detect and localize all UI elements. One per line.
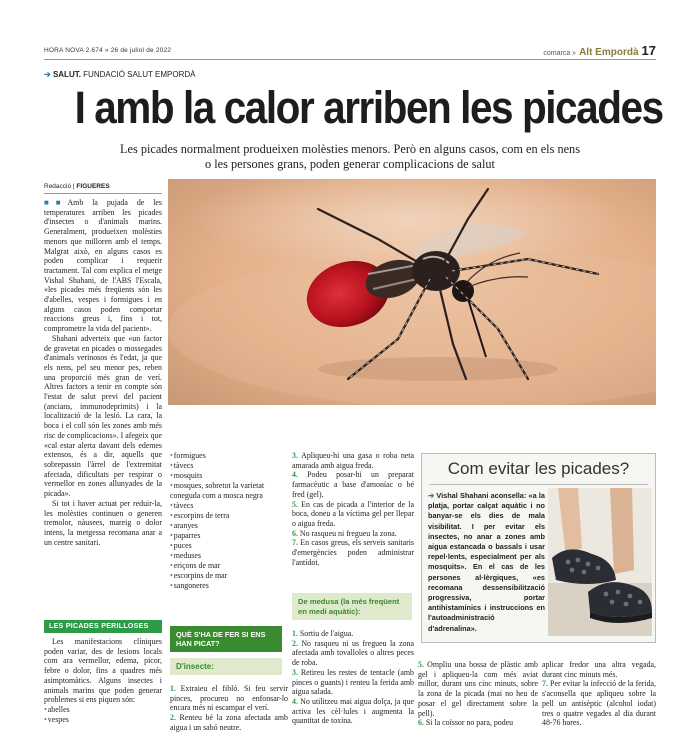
kicker-text: FUNDACIÓ SALUT EMPORDÀ <box>80 70 196 79</box>
article-column-1-bottom <box>44 637 162 724</box>
mosquito-illustration <box>168 179 656 405</box>
page-number: 17 <box>641 43 656 58</box>
step-item <box>418 718 538 728</box>
step-item <box>292 529 414 539</box>
jellyfish-steps-end <box>542 660 656 728</box>
paragraph: Shahani adverteix que «un factor de gravetat en picades o mossegades d'animals verinosos és l'edat, ja que els nens, pel seu menor pes, reben una proporció més gran de verí. Altres factors a tenir en compte són l'estat de salut previ del pacient (ancians, immunodeprimits) i la localització de la lesió. La cara, la boca i el coll són les zones amb més risc de complicacions». I afegeix que «cal estar alerta davant dels edemes extensos, és a dir, aquells que sobrepassin l'àrrel de l'extremitat afectada, dificultats per respirar o vermellor en zones allunyades de la picada». <box>44 333 162 499</box>
step-item <box>292 639 414 668</box>
kicker <box>44 70 195 79</box>
subheadline-line-1: Les picades normalment produeixen molèsties menors. Però en alguns casos, com en els nens <box>120 142 580 156</box>
insect-steps-continued <box>292 451 414 567</box>
section-header <box>543 43 656 58</box>
step-item <box>292 697 414 726</box>
list-item: • aranyes <box>170 521 286 531</box>
jellyfish-steps <box>292 629 414 726</box>
step-item <box>292 538 414 567</box>
step-item <box>542 679 656 728</box>
byline-divider <box>44 193 162 194</box>
step-number: 7. <box>542 679 548 689</box>
header-divider <box>44 59 656 60</box>
step-number: 5. <box>418 660 424 669</box>
step-text: Retireu les restes de tentacle (amb pinces o guants) i renteu la ferida amb aigua salada. <box>292 667 414 697</box>
step-number: 1. <box>170 684 176 693</box>
step-item <box>418 660 538 718</box>
subheading-insecte: D'insecte: <box>170 658 282 675</box>
step-text: Renteu bé la zona afectada amb aigua i un sabó neutre. <box>170 713 288 732</box>
section-name: Alt Empordà <box>579 47 639 58</box>
step-text: Extraieu el fibló. Si feu servir pinces, procureu no enfonsar-lo encara més ni escampar el verí. <box>170 684 288 713</box>
paragraph-text: Amb la pujada de les temperatures arriben les picades d'insectes o d'animals marins. Generalment, produeixen molèsties menors que milloren amb el temps. Malgrat això, en alguns casos es poden complicar i requerir tractament. Tal com explica el metge Vishal Shahani, de l'ABS l'Escala, «les picades més freqüents són les d'abelles, vespes i formigues i en alguns casos poden comportar reaccions greus i, fins i tot, comprometre la vida del pacient». <box>44 198 162 334</box>
step-number: 3. <box>292 667 298 677</box>
byline <box>44 183 110 190</box>
tips-lead: Vishal Shahani aconsella: <box>436 491 527 500</box>
list-item: • eriçons de mar <box>170 561 286 571</box>
step-item <box>292 470 414 499</box>
mosquito-photo <box>168 179 656 405</box>
step-text: aplicar fredor una altra vegada, durant cinc minuts més. <box>542 660 656 679</box>
step-item <box>542 660 656 679</box>
step-item <box>292 629 414 639</box>
step-number: 6. <box>418 718 424 728</box>
step-item <box>170 684 288 713</box>
insect-list <box>170 451 286 591</box>
list-item: • vespes <box>44 715 162 725</box>
list-item: • escorpins de terra <box>170 511 286 521</box>
headline: I amb la calor arriben les picades <box>74 82 663 133</box>
insect-steps <box>170 684 288 733</box>
step-text: Podeu posar-hi un preparat farmacèutic a base d'amoníac o bé fred (gel). <box>292 470 414 499</box>
list-item: • tàvecs <box>170 501 286 511</box>
step-number: 2. <box>292 638 298 648</box>
section-heading-que-fer: QUÈ S'HA DE FER SI ENS HAN PICAT? <box>170 626 282 652</box>
step-text: Ompliu una bossa de plàstic amb gel i apliqueu-la com més aviat millor, durant uns cinc minuts, sobre la zona de la picada (mai no heu de posar el gel directament sobre la pell). <box>418 660 538 718</box>
arrow-icon: ➔ <box>428 491 435 500</box>
list-item: • meduses <box>170 551 286 561</box>
step-number: 6. <box>292 528 298 538</box>
list-item: • tàvecs <box>170 461 286 471</box>
tips-box-text <box>428 491 545 634</box>
step-text: En casos greus, els serveis sanitaris d'emergències poden administrar l'antídot. <box>292 538 414 567</box>
list-item: • abelles <box>44 705 162 715</box>
step-number: 4. <box>292 470 298 480</box>
step-number: 5. <box>292 499 298 509</box>
step-text: No rasqueu ni us fregueu la zona afectada amb tovalloles o altres peces de roba. <box>292 638 414 668</box>
section-heading-perilloses: LES PICADES PERILLOSES <box>44 620 162 633</box>
step-text: Sortiu de l'aigua. <box>297 629 354 638</box>
list-item: • formigues <box>170 451 286 461</box>
list-item: • sangoneres <box>170 581 286 591</box>
section-prefix: comarca » <box>543 50 577 57</box>
edition-info: HORA NOVA 2.674 » 26 de juliol de 2022 <box>44 47 172 54</box>
jellyfish-steps-continued <box>418 660 538 728</box>
paragraph: Si tot i haver actuat per reduir-la, les molèsties continuen o generen tremolor, nàusees, mareig o dolor intens, la metgessa recomana anar a un centre sanitari. <box>44 498 162 547</box>
subheadline <box>80 142 620 172</box>
water-shoes-illustration <box>548 488 652 636</box>
step-item <box>292 500 414 529</box>
tips-box-title: Com evitar les picades? <box>447 459 630 478</box>
byline-separator: | <box>71 183 77 190</box>
step-item <box>170 713 288 732</box>
byline-location: FIGUERES <box>76 183 110 190</box>
tips-box-divider <box>429 484 648 485</box>
step-item <box>292 668 414 697</box>
byline-author: Redacció <box>44 183 72 190</box>
step-text: Per evitar la infecció de la ferida, s'aconsella que apliqueu sobre la pell un antisèptic (alcohol iodat) tres o quatre vegades al dia durant 48-76 hores. <box>542 679 656 728</box>
subheading-medusa: De medusa (la més freqüent en medi aquàtic): <box>292 593 412 620</box>
step-number: 2. <box>170 713 176 723</box>
step-text: Si la coïssor no para, podeu <box>423 718 514 728</box>
step-text: En cas de picada a l'interior de la boca, doneu a la víctima gel per llepar o aigua freda. <box>292 499 414 528</box>
arrow-icon: ➔ <box>44 70 51 79</box>
article-column-1 <box>44 198 162 547</box>
kicker-tag: SALUT. <box>52 70 81 79</box>
step-number: 3. <box>292 451 298 460</box>
step-text: No rasqueu ni fregueu la zona. <box>297 528 397 538</box>
list-item: • puces <box>170 541 286 551</box>
list-item: • mosques, sobretot la varietat coneguda com a mosca negra <box>170 481 286 501</box>
step-item <box>292 451 414 470</box>
tips-body: «a la platja, portar calçat aquàtic i no banyar-se els dies de mala visibilitat. I per evitar els insectes, no anar a zones amb aigua estancada o bassals i usar repel·lents, especialment per als mosquits». En el cas de les persones al·lèrgiques, «es recomana dessensibilització progressiva, portar antihistamínics i instruccions en l'autoadministració d'adrenalina». <box>428 491 545 633</box>
list-item: • escorpins de mar <box>170 571 286 581</box>
paragraph <box>44 198 162 334</box>
water-shoes-photo <box>548 488 652 636</box>
step-text: Apliqueu-hi una gasa o roba neta amarada amb aigua freda. <box>292 451 414 470</box>
subheadline-line-2: o les persones grans, poden generar complicacions de salut <box>205 157 495 171</box>
step-number: 7. <box>292 538 298 548</box>
step-text: No utilitzeu mai aigua dolça, ja que activa les cèl·lules i augmenta la quantitat de toxina. <box>292 696 414 726</box>
step-number: 1. <box>292 629 298 638</box>
intro-mark: ■■ <box>44 198 68 207</box>
step-number: 4. <box>292 696 298 706</box>
paragraph: Les manifestacions clíniques poden variar, des de lesions locals com ara vermellor, edema, picor, febre o dolor, fins a quadres més asimptomàtics. Alguns insectes i animals marins que poden generar problemes si ens piquen són: <box>44 637 162 705</box>
list-item: • mosquits <box>170 471 286 481</box>
list-item: • paparres <box>170 531 286 541</box>
